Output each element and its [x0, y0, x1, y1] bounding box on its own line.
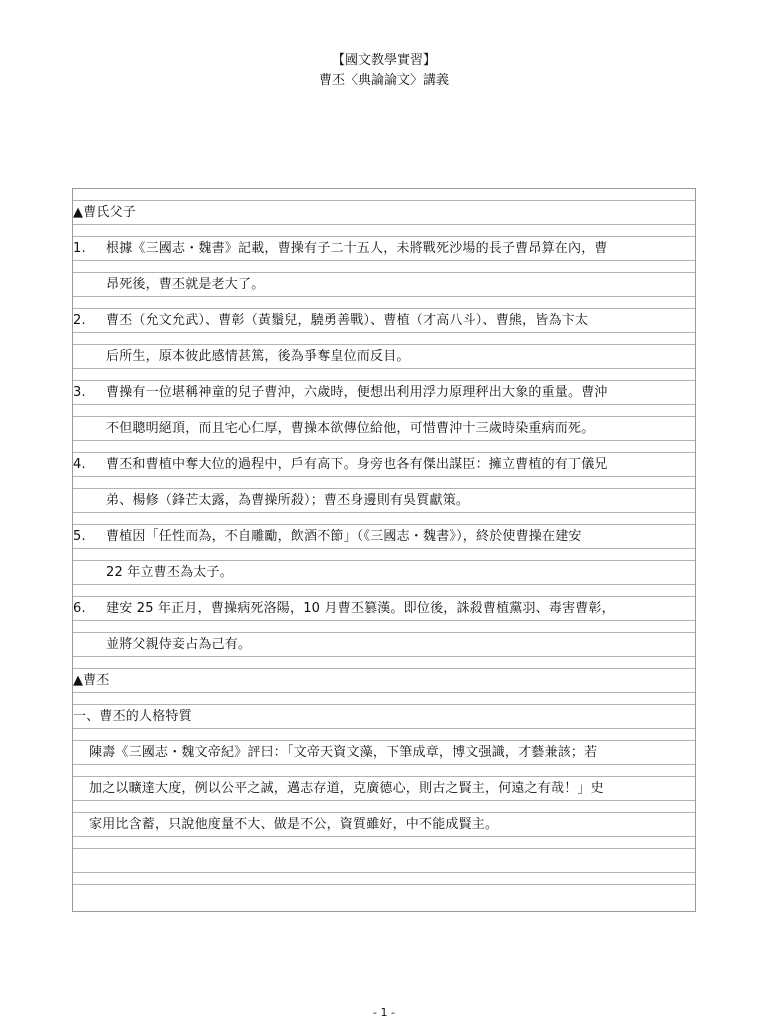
paragraph-line: 加之以曠達大度，例以公平之誠，邁志存道，克廣德心，則古之賢主，何遠之有哉！」史 [89, 781, 604, 796]
rule-line [73, 848, 695, 849]
list-item-continuation: 不但聰明絕頂，而且宅心仁厚，曹操本欲傳位給他，可惜曹沖十三歲時染重病而死。 [106, 421, 595, 436]
rule-line [73, 476, 695, 477]
list-item [73, 312, 695, 330]
list-number: 1. [73, 241, 86, 256]
rule-line [73, 224, 695, 225]
list-number: 4. [73, 457, 86, 472]
paragraph-line: 家用比含蓄，只說他度量不大、做是不公，資質雖好，中不能成賢主。 [89, 817, 499, 832]
rule-line [73, 488, 695, 489]
rule-line [73, 512, 695, 513]
lined-note-frame [72, 188, 696, 912]
list-item [73, 384, 695, 402]
rule-line [73, 584, 695, 585]
rule-line [73, 272, 695, 273]
rule-line [73, 260, 695, 261]
rule-line [73, 800, 695, 801]
list-item-text: 曹植因「任性而為，不自雕勵，飲酒不節」（《三國志・魏書》），終於使曹操在建安 [106, 529, 582, 544]
list-item-continuation: 昂死後，曹丕就是老大了。 [106, 277, 265, 292]
list-item [73, 600, 695, 618]
rule-line [73, 380, 695, 381]
rule-line [73, 524, 695, 525]
rule-line [73, 296, 695, 297]
rule-line [73, 620, 695, 621]
list-number: 3. [73, 385, 86, 400]
rule-line [73, 560, 695, 561]
rule-line [73, 368, 695, 369]
rule-line [73, 812, 695, 813]
subsection-heading: 一、曹丕的人格特質 [73, 709, 192, 724]
list-number: 6. [73, 601, 86, 616]
document-title: 【國文教學實習】 [331, 53, 436, 68]
rule-line [73, 200, 695, 201]
list-number: 2. [73, 313, 86, 328]
rule-line [73, 764, 695, 765]
section-heading-cao-pi: ▲曹丕 [73, 673, 110, 688]
rule-line [73, 656, 695, 657]
rule-line [73, 236, 695, 237]
rule-line [73, 596, 695, 597]
list-item-continuation: 弟、楊修（鋒芒太露，為曹操所殺）；曹丕身邊則有吳質獻策。 [106, 493, 470, 508]
rule-line [73, 776, 695, 777]
list-item-text: 曹操有一位堪稱神童的兒子曹沖，六歲時，便想出利用浮力原理秤出大象的重量。曹沖 [106, 385, 608, 400]
list-item [73, 528, 695, 546]
rule-line [73, 308, 695, 309]
list-item-continuation: 22 年立曹丕為太子。 [106, 565, 233, 580]
rule-line [73, 884, 695, 885]
list-item-text: 曹丕（允文允武）、曹彰（黃鬚兒，驍勇善戰）、曹植（才高八斗）、曹熊，皆為卞太 [106, 313, 589, 328]
document-subtitle: 曹丕〈典論論文〉講義 [318, 73, 449, 88]
rule-line [73, 416, 695, 417]
rule-line [73, 440, 695, 441]
list-item [73, 456, 695, 474]
list-item-continuation: 並將父親侍妾占為己有。 [106, 637, 252, 652]
rule-line [73, 332, 695, 333]
rule-line [73, 740, 695, 741]
list-number: 5. [73, 529, 86, 544]
list-item-text: 建安 25 年正月，曹操病死洛陽，10 月曹丕篡漢。即位後，誅殺曹植黨羽、毒害曹彰， [106, 601, 615, 616]
rule-line [73, 452, 695, 453]
page-number: - 1 - [373, 1006, 395, 1019]
rule-line [73, 632, 695, 633]
rule-line [73, 728, 695, 729]
list-item-text: 曹丕和曹植中奪大位的過程中，戶有高下。身旁也各有傑出謀臣：擁立曹植的有丁儀兄 [106, 457, 608, 472]
rule-line [73, 692, 695, 693]
list-item-continuation: 后所生，原本彼此感情甚篤，後為爭奪皇位而反目。 [106, 349, 410, 364]
rule-line [73, 836, 695, 837]
rule-line [73, 872, 695, 873]
rule-line [73, 548, 695, 549]
rule-line [73, 704, 695, 705]
section-heading-cao-family: ▲曹氏父子 [73, 205, 136, 220]
paragraph-line: 陳壽《三國志・魏文帝紀》評曰：「文帝天資文藻，下筆成章，博文强識，才藝兼該；若 [89, 745, 598, 760]
rule-line [73, 344, 695, 345]
list-item [73, 240, 695, 258]
rule-line [73, 404, 695, 405]
rule-line [73, 668, 695, 669]
list-item-text: 根據《三國志・魏書》記載，曹操有子二十五人，未將戰死沙場的長子曹昂算在內，曹 [106, 241, 608, 256]
